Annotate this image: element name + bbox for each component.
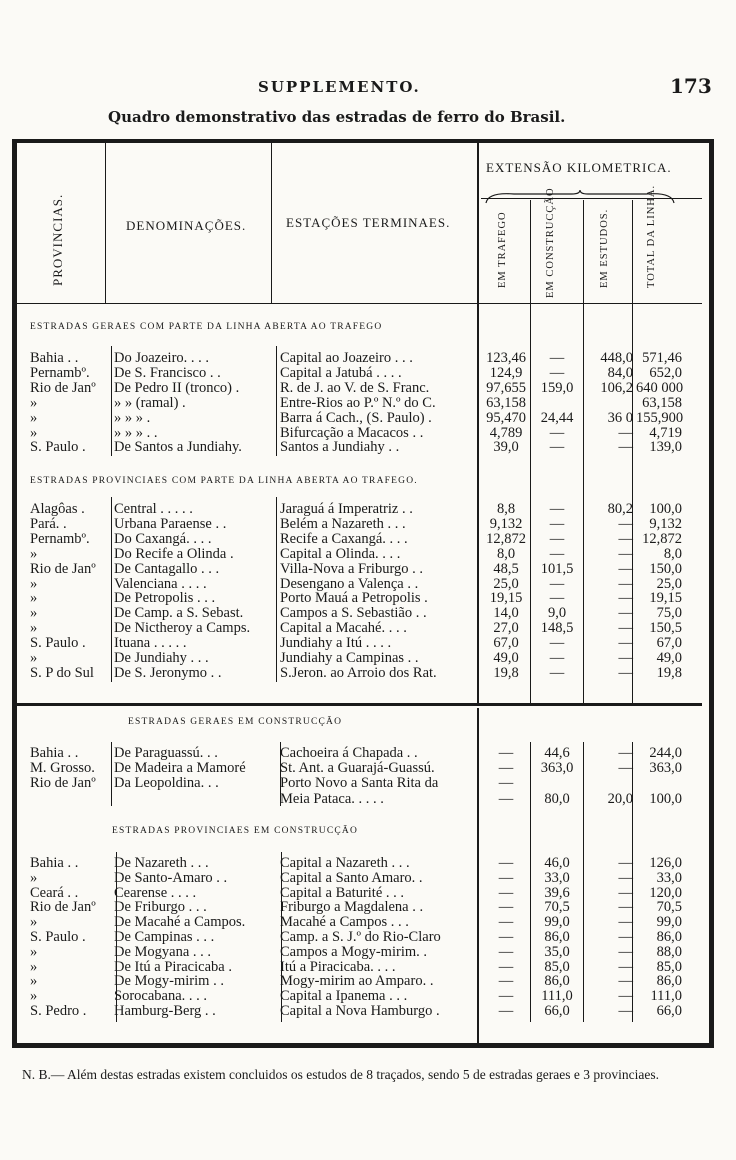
rule [111, 346, 112, 456]
cell-es: — [618, 869, 633, 886]
cell-prov: S. P do Sul [30, 665, 94, 681]
cell-tr: 67,0 [493, 635, 519, 652]
cell-est: Camp. a S. J.º do Rio-Claro [280, 930, 441, 945]
header-total-linha: TOTAL DA LINHA. [646, 184, 657, 288]
cell-to: 150,0 [649, 560, 682, 577]
cell-es: — [618, 745, 633, 761]
cell-co: 44,6 [544, 745, 570, 761]
cell-co: — [549, 650, 565, 666]
cell-co: — [549, 575, 565, 592]
cell-tr: — [498, 884, 514, 901]
cell-est: Porto Mauá a Petropolis . [280, 591, 428, 607]
cell-est: St. Ant. a Guarajá-Guassú. [280, 761, 435, 777]
cell-es: — [618, 530, 633, 547]
rule [530, 742, 531, 1022]
cell-est: Mogy-mirim ao Amparo. . [280, 974, 434, 990]
rule [111, 742, 112, 806]
cell-den: De Itú a Piracicaba . [114, 959, 232, 975]
cell-tr: 39,0 [493, 439, 519, 456]
cell-to: 363,0 [649, 760, 682, 777]
cell-tr: 27,0 [493, 620, 519, 637]
cell-den: De Petropolis . . . [114, 591, 216, 607]
cell-prov: Rio de Janº [30, 776, 96, 792]
cell-tr: — [498, 958, 514, 975]
cell-es: — [618, 958, 633, 975]
cell-prov: Pará. . [30, 516, 67, 532]
cell-es: — [618, 424, 633, 441]
cell-prov: » [30, 591, 38, 607]
cell-prov: » [30, 989, 38, 1005]
cell-to: 70,5 [656, 899, 682, 916]
section-title: ESTRADAS PROVINCIAES COM PARTE DA LINHA ABERTA AO TRAFEGO. [30, 476, 418, 486]
cell-es: — [618, 545, 633, 562]
rule [111, 497, 112, 682]
cell-tr: 8,8 [496, 501, 516, 517]
table-row [0, 989, 736, 1004]
cell-tr: 14,0 [493, 605, 519, 622]
cell-co: — [549, 350, 565, 366]
cell-to: 86,0 [656, 929, 682, 945]
cell-es: — [618, 664, 633, 681]
cell-est: Capital a Olinda. . . . [280, 546, 401, 562]
cell-tr: — [498, 869, 514, 886]
cell-est: Capital a Baturité . . . [280, 885, 405, 901]
cell-to: 111,0 [650, 988, 682, 1005]
cell-co: — [549, 530, 565, 547]
cell-prov: S. Paulo . [30, 930, 86, 945]
cell-den: Ituana . . . . . [114, 636, 187, 652]
cell-to: 12,872 [642, 530, 682, 547]
cell-den: » » » . . [114, 425, 158, 441]
rule [276, 497, 277, 682]
cell-den: De Pedro II (tronco) . [114, 380, 240, 396]
cell-to: 100,0 [649, 790, 682, 807]
cell-den: Central . . . . . [114, 502, 193, 517]
cell-den: De Mogyana . . . [114, 944, 212, 960]
cell-den: » » » . [114, 410, 151, 426]
cell-prov: Rio de Janº [30, 380, 96, 396]
cell-co: 70,5 [544, 899, 570, 916]
cell-prov: Bahia . . [30, 856, 79, 871]
cell-to: 86,0 [656, 973, 682, 990]
cell-den: Sorocabana. . . . [114, 989, 208, 1005]
cell-co: 33,0 [544, 869, 570, 886]
cell-to: 4,719 [649, 424, 682, 441]
cell-est: Capital a Santo Amaro. . [280, 870, 423, 886]
cell-prov: S. Pedro . [30, 1004, 87, 1019]
cell-prov: » [30, 621, 38, 637]
cell-co: — [549, 501, 565, 517]
cell-den: De Nictheroy a Camps. [114, 621, 251, 637]
cell-to: 75,0 [656, 605, 682, 622]
rule [116, 852, 117, 1022]
cell-est: S.Jeron. ao Arroio dos Rat. [280, 665, 437, 681]
cell-den: De Paraguassú. . . [114, 746, 218, 761]
table-row [0, 871, 736, 886]
cell-prov: Pernambº. [30, 365, 90, 381]
cell-prov: Pernambº. [30, 531, 90, 547]
cell-tr: — [498, 988, 514, 1005]
cell-es: — [618, 635, 633, 652]
cell-tr: 124,9 [489, 364, 523, 381]
cell-prov: » [30, 959, 38, 975]
cell-tr: 97,655 [486, 379, 526, 396]
cell-tr: 9,132 [489, 515, 523, 532]
footnote: N. B.— Além destas estradas existem concluidos os estudos de 8 traçados, sendo 5 de estradas geraes e 3 provinciaes. [22, 1067, 659, 1082]
cell-to: 99,0 [656, 914, 682, 931]
cell-prov: M. Grosso. [30, 761, 95, 777]
cell-prov: » [30, 944, 38, 960]
cell-to: 19,8 [656, 664, 682, 681]
cell-est: Bifurcação a Macacos . . [280, 425, 424, 441]
cell-den: » » (ramal) . [114, 395, 186, 411]
cell-es: — [618, 605, 633, 622]
cell-to: 88,0 [656, 943, 682, 960]
cell-den: De Jundiahy . . . [114, 651, 209, 666]
cell-est: Capital a Macahé. . . . [280, 621, 407, 637]
cell-den: Do Recife a Olinda . [114, 546, 234, 562]
cell-co: 39,6 [544, 884, 570, 901]
cell-co: 101,5 [540, 560, 574, 577]
cell-co: 85,0 [544, 958, 570, 975]
cell-prov: Alagôas . [30, 502, 85, 517]
cell-den: De Macahé a Campos. [114, 915, 246, 931]
cell-tr: 25,0 [493, 575, 519, 592]
header-denominacoes: DENOMINAÇÕES. [126, 218, 247, 233]
cell-co: — [549, 590, 565, 607]
cell-est: Capital a Nazareth . . . [280, 856, 410, 871]
table-row [0, 856, 736, 871]
table-row [0, 1004, 736, 1019]
cell-co: 159,0 [540, 379, 574, 396]
cell-tr: — [498, 855, 514, 871]
rule [481, 198, 702, 199]
cell-prov: Bahia . . [30, 746, 79, 761]
cell-to: 652,0 [649, 364, 682, 381]
cell-es: — [618, 988, 633, 1005]
cell-den: De Madeira a Mamoré [114, 761, 246, 777]
cell-prov: » [30, 410, 38, 426]
running-head: SUPPLEMENTO. [258, 78, 421, 96]
cell-est: Jaraguá á Imperatriz . . [280, 502, 413, 517]
cell-est: Campos a S. Sebastião . . [280, 606, 427, 622]
cell-es: — [618, 899, 633, 916]
cell-to: 66,0 [656, 1003, 682, 1019]
table-row [0, 930, 736, 945]
cell-co: 46,0 [544, 855, 570, 871]
cell-es: — [618, 855, 633, 871]
cell-prov: Ceará . . [30, 885, 79, 901]
cell-prov: » [30, 651, 38, 666]
header-estacoes: ESTAÇÕES TERMINAES. [286, 215, 451, 230]
cell-tr: — [498, 899, 514, 916]
cell-to: 19,15 [649, 590, 682, 607]
header-extensao: EXTENSÃO KILOMETRICA. [486, 160, 672, 175]
cell-est: Recife a Caxangá. . . . [280, 531, 408, 547]
cell-est: Jundiahy a Campinas . . [280, 651, 419, 666]
cell-es: — [618, 575, 633, 592]
cell-prov: Rio de Janº [30, 561, 96, 577]
cell-es: — [618, 1003, 633, 1019]
cell-prov: Bahia . . [30, 351, 79, 366]
cell-es: 80,2 [607, 501, 633, 517]
cell-den: De Mogy-mirim . . [114, 974, 224, 990]
cell-est: Jundiahy a Itú . . . . [280, 636, 392, 652]
cell-es: — [618, 590, 633, 607]
cell-es: 20,0 [607, 790, 633, 807]
cell-tr: 123,46 [486, 350, 526, 366]
cell-to: 126,0 [649, 855, 682, 871]
cell-prov: » [30, 425, 38, 441]
cell-co: 111,0 [541, 988, 573, 1005]
cell-co: 86,0 [544, 929, 570, 945]
table-row [0, 915, 736, 930]
cell-to: 150,5 [649, 620, 682, 637]
cell-den: Do Joazeiro. . . . [114, 351, 210, 366]
cell-est: Belém a Nazareth . . . [280, 516, 406, 532]
cell-to: 571,46 [642, 350, 682, 366]
cell-den: De Santo-Amaro . . [114, 870, 228, 886]
cell-es: 106,2 [600, 379, 633, 396]
cell-co: — [549, 664, 565, 681]
header-em-trafego: EM TRAFEGO [497, 211, 508, 289]
page-title: Quadro demonstrativo das estradas de ferro do Brasil. [108, 108, 566, 126]
table-row [0, 960, 736, 975]
cell-est: Friburgo a Magdalena . . [280, 900, 424, 916]
cell-den: De Cantagallo . . . [114, 561, 220, 577]
cell-to: 8,0 [663, 545, 682, 562]
cell-to: 9,132 [649, 515, 682, 532]
page-number: 173 [670, 74, 712, 98]
cell-es: — [618, 914, 633, 931]
cell-est: Itú a Piracicaba. . . . [280, 959, 396, 975]
rule [276, 346, 277, 456]
cell-est: Villa-Nova a Friburgo . . [280, 561, 424, 577]
cell-es: — [618, 943, 633, 960]
cell-to: 155,900 [636, 409, 684, 426]
cell-to: 100,0 [649, 501, 682, 517]
cell-den: Cearense . . . . [114, 885, 197, 901]
cell-prov: » [30, 395, 38, 411]
cell-est: Santos a Jundiahy . . [280, 440, 400, 456]
cell-den: De Friburgo . . . [114, 900, 207, 916]
cell-tr: 19,8 [493, 664, 519, 681]
header-em-estudos: EM ESTUDOS. [599, 208, 610, 288]
cell-prov: S. Paulo . [30, 636, 86, 652]
cell-den: De Nazareth . . . [114, 856, 209, 871]
cell-es: — [618, 650, 633, 666]
table-row [0, 900, 736, 915]
cell-es: — [618, 760, 633, 777]
cell-den: De Camp. a S. Sebast. [114, 606, 244, 622]
cell-to: 244,0 [649, 745, 682, 761]
cell-to: 33,0 [656, 869, 682, 886]
table-row [0, 974, 736, 989]
cell-es: 448,0 [600, 350, 633, 366]
cell-den: Hamburg-Berg . . [114, 1004, 216, 1019]
cell-es: 84,0 [607, 364, 633, 381]
cell-co: 24,44 [540, 409, 574, 426]
cell-den: Da Leopoldina. . . [114, 776, 219, 792]
cell-co: 9,0 [547, 605, 567, 622]
cell-co: — [549, 515, 565, 532]
table-row [0, 945, 736, 960]
header-em-construccao: EM CONSTRUCÇÃO [545, 187, 556, 298]
cell-to: 63,158 [642, 394, 682, 411]
cell-prov: » [30, 606, 38, 622]
cell-co: — [549, 635, 565, 652]
cell-es: — [618, 560, 633, 577]
rule [271, 143, 272, 303]
cell-to: 120,0 [649, 884, 682, 901]
cell-est: Capital a Jatubá . . . . [280, 365, 402, 381]
cell-to: 25,0 [656, 575, 682, 592]
rule [583, 742, 584, 1022]
cell-to: 139,0 [649, 439, 682, 456]
cell-co: — [549, 439, 565, 456]
cell-co: — [549, 545, 565, 562]
cell-est: Barra á Cach., (S. Paulo) . [280, 410, 432, 426]
cell-den: De Santos a Jundiahy. [114, 440, 242, 456]
rule [632, 742, 633, 1022]
cell-prov: » [30, 974, 38, 990]
cell-prov: » [30, 576, 38, 592]
cell-est: Desengano a Valença . . [280, 576, 419, 592]
cell-es: — [618, 515, 633, 532]
cell-to: 49,0 [656, 650, 682, 666]
cell-tr: — [498, 914, 514, 931]
cell-tr: — [498, 775, 514, 792]
section-title: ESTRADAS PROVINCIAES EM CONSTRUCÇÃO [112, 826, 359, 836]
cell-co: — [549, 364, 565, 381]
cell-tr: 63,158 [486, 394, 526, 411]
section-title: ESTRADAS GERAES EM CONSTRUCÇÃO [128, 717, 343, 727]
cell-es: 36 0 [607, 409, 633, 426]
cell-den: Urbana Paraense . . [114, 516, 227, 532]
cell-tr: — [498, 1003, 514, 1019]
rule [17, 703, 702, 706]
cell-den: De Campinas . . . [114, 930, 215, 945]
cell-tr: — [498, 790, 514, 807]
cell-es: — [618, 929, 633, 945]
cell-tr: 19,15 [489, 590, 523, 607]
cell-to: 85,0 [656, 958, 682, 975]
cell-co: 35,0 [544, 943, 570, 960]
cell-est: Entre-Rios ao P.º N.º do C. [280, 395, 436, 411]
cell-tr: 8,0 [496, 545, 516, 562]
cell-est: Meia Pataca. . . . . [280, 791, 384, 807]
cell-prov: S. Paulo . [30, 440, 86, 456]
cell-est: Cachoeira á Chapada . . [280, 746, 418, 761]
cell-est: Capital a Nova Hamburgo . [280, 1004, 440, 1019]
rule [281, 852, 282, 1022]
cell-prov: Rio de Janº [30, 900, 96, 916]
cell-prov: » [30, 870, 38, 886]
cell-tr: 4,789 [489, 424, 523, 441]
cell-co: 86,0 [544, 973, 570, 990]
cell-tr: — [498, 745, 514, 761]
cell-co: 363,0 [540, 760, 574, 777]
cell-co: 80,0 [544, 790, 570, 807]
cell-est: Campos a Mogy-mirim. . [280, 944, 428, 960]
cell-est: R. de J. ao V. de S. Franc. [280, 380, 430, 396]
cell-es: — [618, 439, 633, 456]
cell-to: 640 000 [636, 379, 684, 396]
table-row [0, 886, 736, 901]
cell-est: Capital ao Joazeiro . . . [280, 351, 413, 366]
cell-prov: » [30, 915, 38, 931]
cell-est: Capital a Ipanema . . . [280, 989, 408, 1005]
cell-tr: 95,470 [486, 409, 526, 426]
cell-den: De S. Francisco . . [114, 365, 221, 381]
cell-den: Valenciana . . . . [114, 576, 207, 592]
cell-est: Macahé a Campos . . . [280, 915, 409, 931]
cell-co: 148,5 [540, 620, 574, 637]
cell-co: 66,0 [544, 1003, 570, 1019]
cell-den: De S. Jeronymo . . [114, 665, 222, 681]
rule [280, 742, 281, 806]
cell-den: Do Caxangá. . . . [114, 531, 212, 547]
section-title: ESTRADAS GERAES COM PARTE DA LINHA ABERTA AO TRAFEGO [30, 322, 383, 332]
rule [105, 143, 106, 303]
cell-tr: — [498, 943, 514, 960]
cell-tr: — [498, 760, 514, 777]
cell-tr: 12,872 [486, 530, 526, 547]
cell-est: Porto Novo a Santa Rita da [280, 776, 439, 792]
cell-es: — [618, 973, 633, 990]
cell-tr: — [498, 973, 514, 990]
cell-tr: 49,0 [493, 650, 519, 666]
cell-tr: — [498, 929, 514, 945]
cell-es: — [618, 620, 633, 637]
cell-tr: 48,5 [493, 560, 519, 577]
cell-prov: » [30, 546, 38, 562]
cell-co: 99,0 [544, 914, 570, 931]
rule [17, 303, 702, 304]
cell-co: — [549, 424, 565, 441]
header-provincias: PROVINCIAS. [50, 193, 65, 286]
cell-es: — [618, 884, 633, 901]
cell-to: 67,0 [656, 635, 682, 652]
